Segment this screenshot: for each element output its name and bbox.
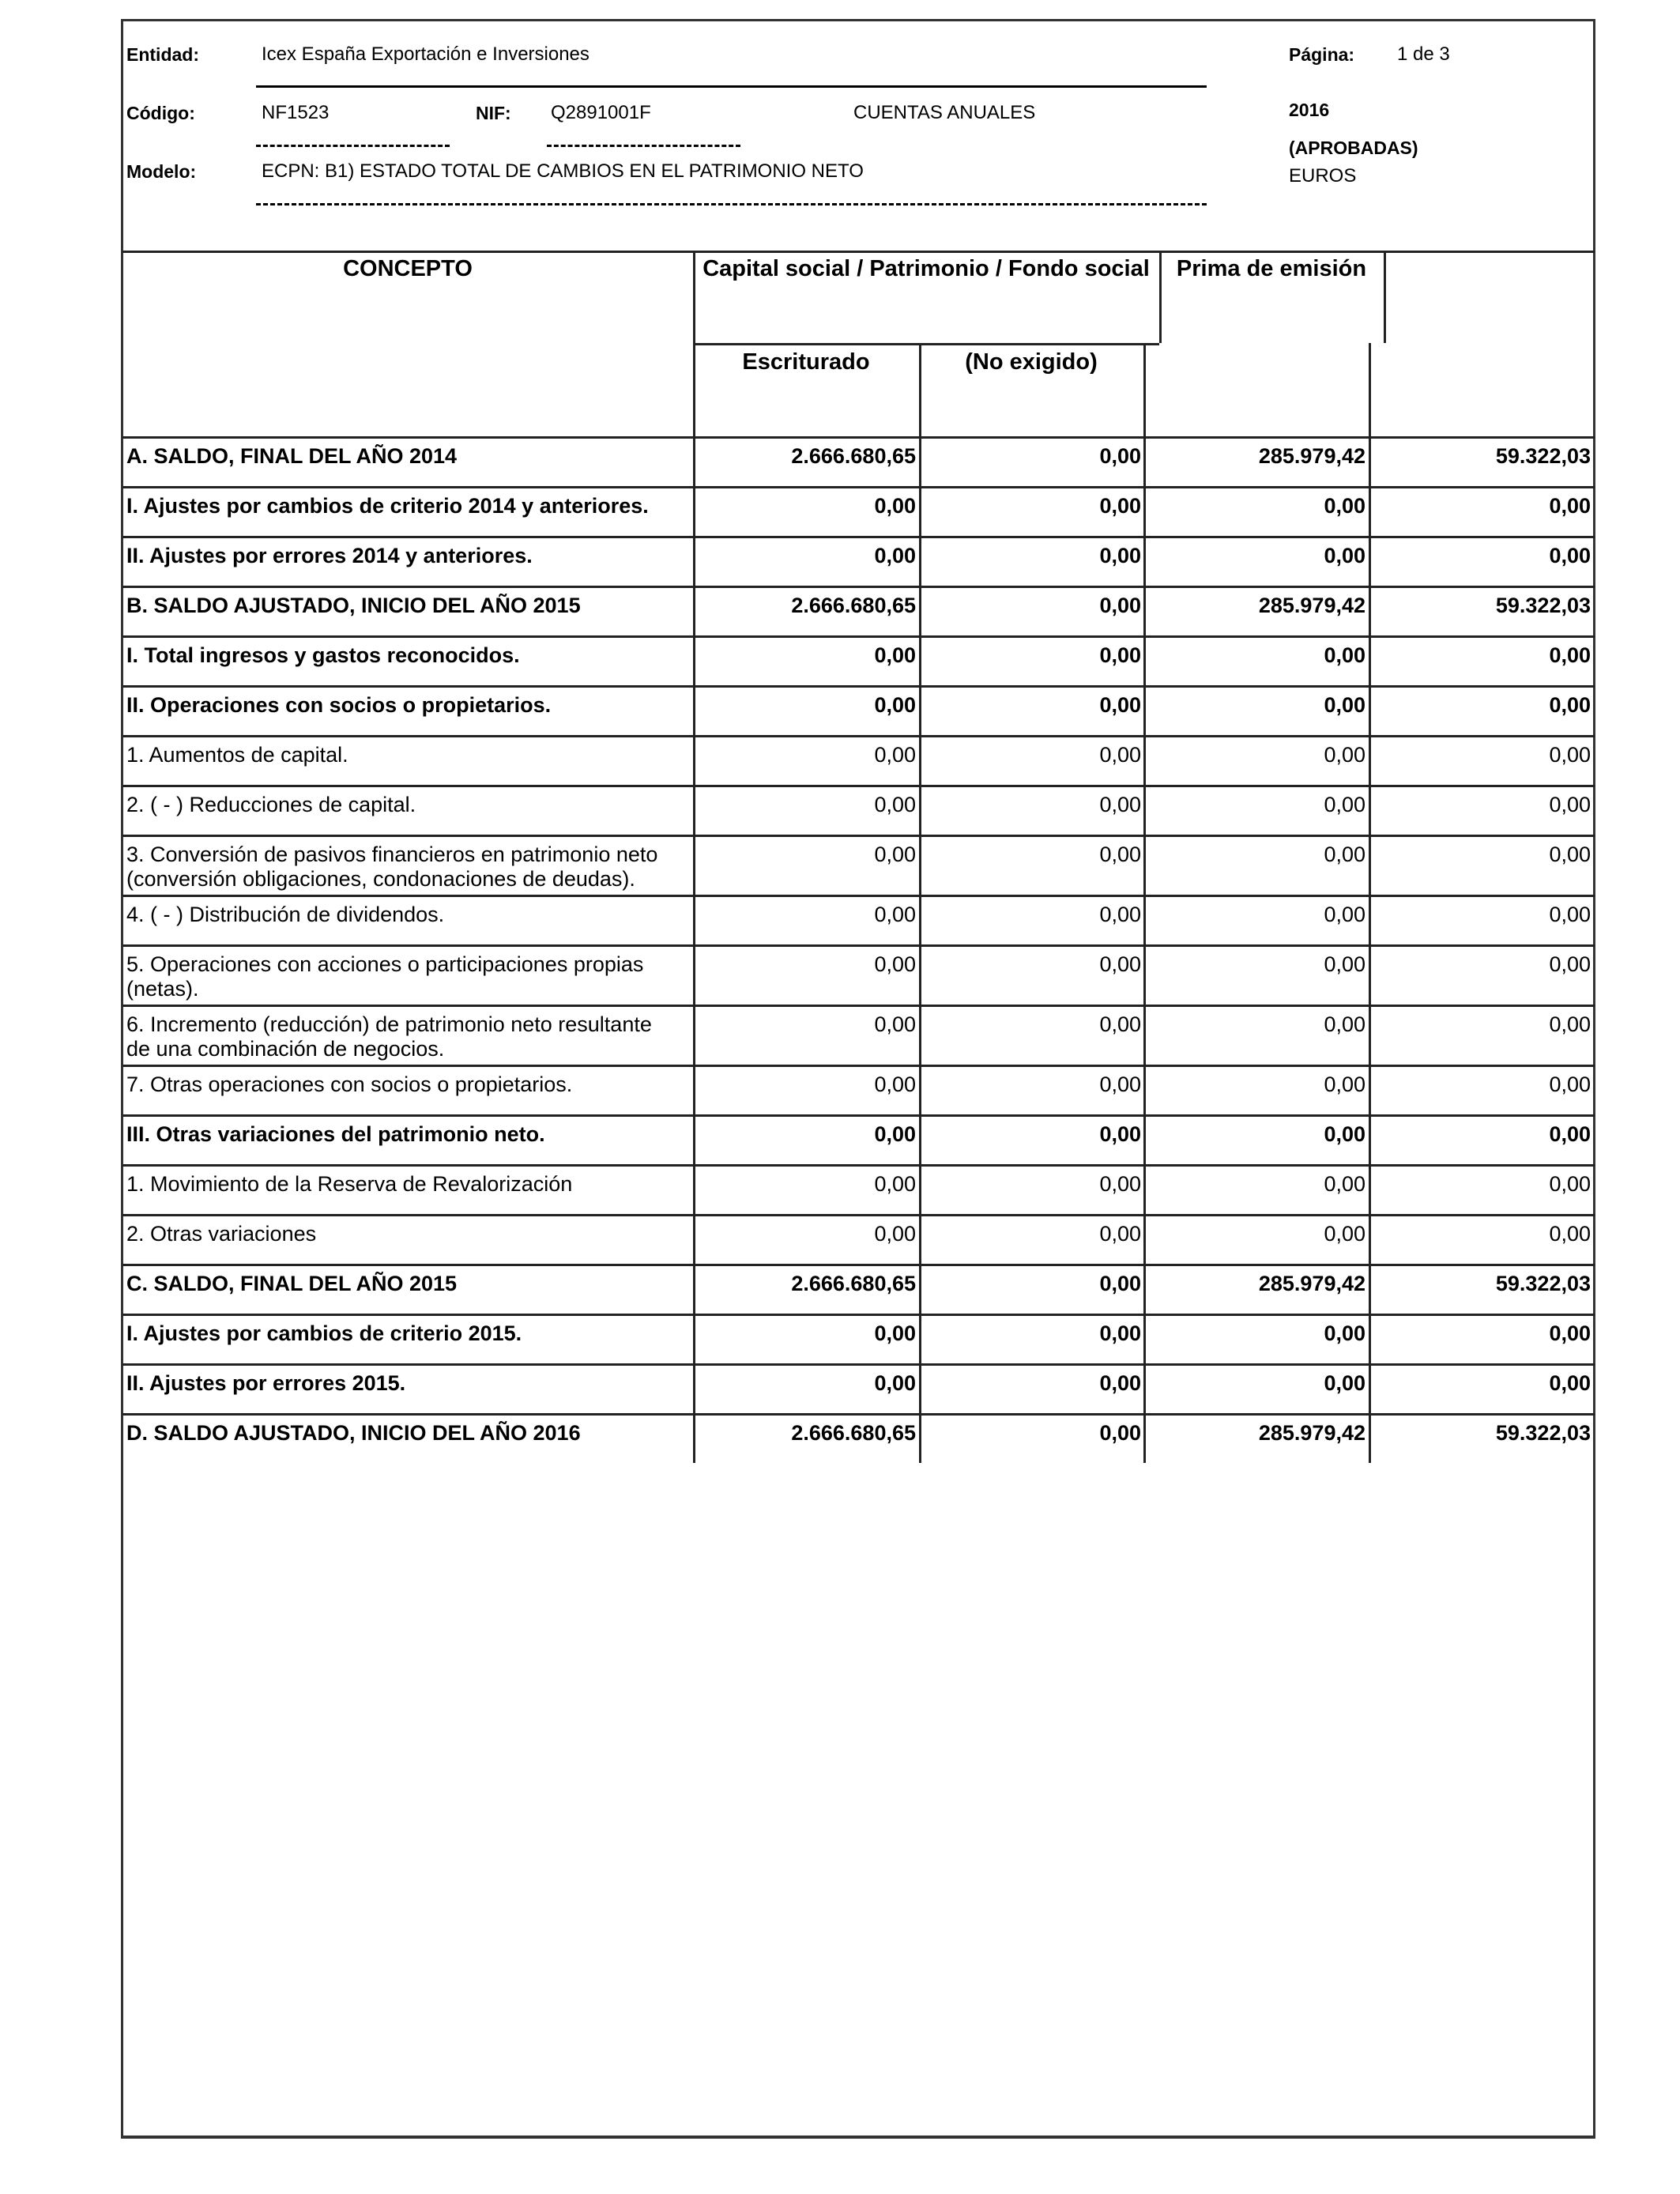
cell-divider <box>693 1065 695 1114</box>
cell-divider <box>1369 586 1371 635</box>
row-concept: 7. Otras operaciones con socios o propietarios. <box>126 1072 573 1096</box>
row-concept: III. Otras variaciones del patrimonio neto. <box>126 1122 545 1146</box>
cell-divider <box>693 635 695 685</box>
cell-divider <box>693 1264 695 1314</box>
cell-divider <box>919 895 921 944</box>
cell-divider <box>693 1214 695 1264</box>
cell-divider <box>919 486 921 536</box>
row-value-2: 0,00 <box>1099 1272 1141 1295</box>
currency-label: EUROS <box>1289 165 1357 187</box>
row-value-4: 0,00 <box>1549 743 1591 767</box>
row-value-4: 0,00 <box>1549 1012 1591 1036</box>
cell-divider <box>919 835 921 895</box>
cell-divider <box>1369 735 1371 785</box>
cell-divider <box>919 1114 921 1164</box>
row-value-3: 0,00 <box>1324 494 1365 518</box>
row-value-2: 0,00 <box>1099 494 1141 518</box>
cell-divider <box>1143 1114 1146 1164</box>
row-value-2: 0,00 <box>1099 793 1141 816</box>
row-value-2: 0,00 <box>1099 1172 1141 1196</box>
row-divider <box>122 1164 1595 1167</box>
row-value-2: 0,00 <box>1099 444 1141 468</box>
cell-divider <box>693 536 695 586</box>
row-value-1: 0,00 <box>874 1072 916 1096</box>
cell-divider <box>1369 1413 1371 1463</box>
row-concept: A. SALDO, FINAL DEL AÑO 2014 <box>126 444 458 468</box>
row-value-2: 0,00 <box>1099 1072 1141 1096</box>
cell-divider <box>1369 685 1371 735</box>
row-value-3: 0,00 <box>1324 1321 1365 1345</box>
cell-divider <box>1143 835 1146 895</box>
row-value-3: 0,00 <box>1324 903 1365 926</box>
row-value-4: 0,00 <box>1549 494 1591 518</box>
row-concept: II. Ajustes por errores 2015. <box>126 1371 406 1395</box>
cell-divider <box>1143 635 1146 685</box>
nif-value: Q2891001F <box>551 102 651 123</box>
row-value-2: 0,00 <box>1099 903 1141 926</box>
row-value-4: 0,00 <box>1549 1122 1591 1146</box>
cell-divider <box>693 785 695 835</box>
row-value-4: 0,00 <box>1549 793 1591 816</box>
row-value-1: 0,00 <box>874 1172 916 1196</box>
cell-divider <box>1369 1363 1371 1413</box>
cell-divider <box>1369 1065 1371 1114</box>
cell-divider <box>919 1164 921 1214</box>
row-value-1: 0,00 <box>874 544 916 567</box>
cuentas-anuales: CUENTAS ANUALES <box>853 102 1036 123</box>
entidad-value: Icex España Exportación e Inversiones <box>262 43 590 65</box>
row-value-4: 0,00 <box>1549 1321 1591 1345</box>
row-value-3: 0,00 <box>1324 1222 1365 1246</box>
row-value-2: 0,00 <box>1099 643 1141 667</box>
row-divider <box>122 486 1595 488</box>
cell-divider <box>1369 486 1371 536</box>
cell-divider <box>1369 785 1371 835</box>
row-value-3: 285.979,42 <box>1258 1421 1365 1445</box>
row-divider <box>122 1005 1595 1007</box>
row-value-3: 0,00 <box>1324 1012 1365 1036</box>
cell-divider <box>919 785 921 835</box>
row-value-3: 0,00 <box>1324 643 1365 667</box>
cell-divider <box>1143 536 1146 586</box>
row-value-1: 0,00 <box>874 643 916 667</box>
row-value-3: 0,00 <box>1324 793 1365 816</box>
row-concept: 6. Incremento (reducción) de patrimonio neto resultante de una combinación de negocios. <box>126 1012 652 1061</box>
row-value-2: 0,00 <box>1099 1321 1141 1345</box>
col-divider <box>1143 343 1146 436</box>
cell-divider <box>693 944 695 1005</box>
row-value-1: 0,00 <box>874 693 916 717</box>
row-value-1: 0,00 <box>874 494 916 518</box>
row-divider <box>122 436 1595 439</box>
cell-divider <box>1369 1114 1371 1164</box>
row-concept: 3. Conversión de pasivos financieros en patrimonio neto (conversión obligaciones, condonaciones de deudas). <box>126 843 658 891</box>
row-value-4: 59.322,03 <box>1495 444 1591 468</box>
row-divider <box>122 536 1595 538</box>
cell-divider <box>919 1214 921 1264</box>
row-divider <box>122 1264 1595 1266</box>
cell-divider <box>693 685 695 735</box>
entidad-label: Entidad: <box>126 44 199 65</box>
modelo-label: Modelo: <box>126 161 197 182</box>
pagina-label: Página: <box>1289 44 1355 65</box>
cell-divider <box>1369 1264 1371 1314</box>
codigo-value: NF1523 <box>262 102 330 123</box>
cell-divider <box>693 1363 695 1413</box>
cell-divider <box>1143 1413 1146 1463</box>
subheader-divider <box>693 343 1159 345</box>
cell-divider <box>693 1005 695 1065</box>
row-value-2: 0,00 <box>1099 1421 1141 1445</box>
cell-divider <box>919 1413 921 1463</box>
row-value-1: 2.666.680,65 <box>791 1421 916 1445</box>
row-value-2: 0,00 <box>1099 1371 1141 1395</box>
cell-divider <box>919 1264 921 1314</box>
row-value-4: 0,00 <box>1549 843 1591 866</box>
row-value-4: 59.322,03 <box>1495 594 1591 617</box>
cell-divider <box>1369 1005 1371 1065</box>
cell-divider <box>693 1164 695 1214</box>
header-prima-emision: Prima de emisión <box>1176 256 1367 281</box>
cell-divider <box>919 586 921 635</box>
cell-divider <box>1143 486 1146 536</box>
cell-divider <box>1143 1264 1146 1314</box>
cell-divider <box>1143 735 1146 785</box>
row-value-2: 0,00 <box>1099 1012 1141 1036</box>
row-value-3: 0,00 <box>1324 952 1365 976</box>
cell-divider <box>919 1363 921 1413</box>
row-value-1: 0,00 <box>874 1122 916 1146</box>
row-value-1: 0,00 <box>874 793 916 816</box>
row-value-4: 0,00 <box>1549 903 1591 926</box>
row-divider <box>122 835 1595 837</box>
cell-divider <box>1143 1065 1146 1114</box>
row-value-3: 285.979,42 <box>1258 594 1365 617</box>
row-value-1: 0,00 <box>874 1222 916 1246</box>
cell-divider <box>1369 536 1371 586</box>
row-value-4: 0,00 <box>1549 643 1591 667</box>
row-value-1: 2.666.680,65 <box>791 594 916 617</box>
row-value-4: 0,00 <box>1549 1371 1591 1395</box>
table-top-border <box>122 251 1595 253</box>
cell-divider <box>1369 1314 1371 1363</box>
row-divider <box>122 1314 1595 1316</box>
row-value-3: 0,00 <box>1324 544 1365 567</box>
row-divider <box>122 944 1595 947</box>
row-value-4: 59.322,03 <box>1495 1421 1591 1445</box>
row-value-4: 0,00 <box>1549 544 1591 567</box>
row-value-4: 59.322,03 <box>1495 1272 1591 1295</box>
row-concept: 4. ( - ) Distribución de dividendos. <box>126 903 445 926</box>
cell-divider <box>693 895 695 944</box>
report-year: 2016 <box>1289 100 1330 120</box>
row-value-1: 2.666.680,65 <box>791 1272 916 1295</box>
cell-divider <box>919 536 921 586</box>
row-value-2: 0,00 <box>1099 1122 1141 1146</box>
row-divider <box>122 1114 1595 1117</box>
row-value-1: 0,00 <box>874 903 916 926</box>
cell-divider <box>919 1005 921 1065</box>
row-value-1: 0,00 <box>874 843 916 866</box>
cell-divider <box>1143 944 1146 1005</box>
cell-divider <box>1369 436 1371 486</box>
cell-divider <box>1369 1164 1371 1214</box>
row-concept: 5. Operaciones con acciones o participaciones propias (netas). <box>126 952 644 1001</box>
row-concept: II. Operaciones con socios o propietarios. <box>126 693 552 717</box>
cell-divider <box>1143 586 1146 635</box>
cell-divider <box>693 486 695 536</box>
cell-divider <box>919 735 921 785</box>
row-value-4: 0,00 <box>1549 1222 1591 1246</box>
row-divider <box>122 1363 1595 1366</box>
row-value-3: 0,00 <box>1324 693 1365 717</box>
cell-divider <box>1369 895 1371 944</box>
row-value-1: 2.666.680,65 <box>791 444 916 468</box>
pagina-value: 1 de 3 <box>1397 43 1450 65</box>
row-divider <box>122 685 1595 688</box>
row-concept: B. SALDO AJUSTADO, INICIO DEL AÑO 2015 <box>126 594 581 617</box>
row-value-2: 0,00 <box>1099 843 1141 866</box>
row-value-2: 0,00 <box>1099 743 1141 767</box>
cell-divider <box>693 1314 695 1363</box>
header-no-exigido: (No exigido) <box>965 349 1098 375</box>
row-concept: I. Total ingresos y gastos reconocidos. <box>126 643 520 667</box>
row-divider <box>122 635 1595 638</box>
codigo-label: Código: <box>126 103 195 123</box>
cell-divider <box>693 1114 695 1164</box>
row-value-1: 0,00 <box>874 1371 916 1395</box>
row-value-4: 0,00 <box>1549 952 1591 976</box>
cell-divider <box>693 735 695 785</box>
row-concept: D. SALDO AJUSTADO, INICIO DEL AÑO 2016 <box>126 1421 581 1445</box>
header-escriturado: Escriturado <box>742 349 870 375</box>
nif-label: NIF: <box>476 103 511 123</box>
cell-divider <box>919 685 921 735</box>
row-concept: 1. Movimiento de la Reserva de Revalorización <box>126 1172 573 1196</box>
col-divider <box>1369 343 1371 436</box>
cell-divider <box>1143 895 1146 944</box>
row-divider <box>122 1214 1595 1216</box>
cell-divider <box>1143 785 1146 835</box>
row-value-2: 0,00 <box>1099 693 1141 717</box>
cell-divider <box>919 944 921 1005</box>
row-value-1: 0,00 <box>874 1321 916 1345</box>
aprobadas-label: (APROBADAS) <box>1289 138 1418 158</box>
row-value-3: 0,00 <box>1324 1122 1365 1146</box>
row-concept: I. Ajustes por cambios de criterio 2015. <box>126 1321 522 1345</box>
modelo-value: ECPN: B1) ESTADO TOTAL DE CAMBIOS EN EL PATRIMONIO NETO <box>262 160 864 182</box>
cell-divider <box>1143 436 1146 486</box>
row-concept: 2. Otras variaciones <box>126 1222 317 1246</box>
header-capital-social: Capital social / Patrimonio / Fondo social <box>703 256 1150 281</box>
row-divider <box>122 1065 1595 1067</box>
cell-divider <box>693 1413 695 1463</box>
cell-divider <box>919 635 921 685</box>
row-divider <box>122 895 1595 897</box>
cell-divider <box>693 586 695 635</box>
cell-divider <box>1369 835 1371 895</box>
cell-divider <box>919 1314 921 1363</box>
cell-divider <box>1143 1214 1146 1264</box>
row-concept: C. SALDO, FINAL DEL AÑO 2015 <box>126 1272 458 1295</box>
cell-divider <box>1143 1363 1146 1413</box>
header-concepto: CONCEPTO <box>343 256 473 281</box>
cell-divider <box>693 436 695 486</box>
row-value-3: 0,00 <box>1324 1172 1365 1196</box>
row-value-2: 0,00 <box>1099 594 1141 617</box>
row-value-3: 0,00 <box>1324 1371 1365 1395</box>
row-divider <box>122 586 1595 588</box>
cell-divider <box>1143 1005 1146 1065</box>
row-concept: 2. ( - ) Reducciones de capital. <box>126 793 416 816</box>
row-value-4: 0,00 <box>1549 1072 1591 1096</box>
cell-divider <box>919 436 921 486</box>
row-value-4: 0,00 <box>1549 1172 1591 1196</box>
row-value-3: 285.979,42 <box>1258 444 1365 468</box>
row-value-1: 0,00 <box>874 1012 916 1036</box>
cell-divider <box>1143 1314 1146 1363</box>
row-value-3: 285.979,42 <box>1258 1272 1365 1295</box>
row-value-2: 0,00 <box>1099 952 1141 976</box>
cell-divider <box>1143 685 1146 735</box>
row-value-1: 0,00 <box>874 952 916 976</box>
cell-divider <box>693 835 695 895</box>
row-value-2: 0,00 <box>1099 1222 1141 1246</box>
row-value-3: 0,00 <box>1324 1072 1365 1096</box>
row-divider <box>122 1413 1595 1416</box>
row-value-3: 0,00 <box>1324 843 1365 866</box>
cell-divider <box>1369 635 1371 685</box>
row-concept: 1. Aumentos de capital. <box>126 743 348 767</box>
cell-divider <box>919 1065 921 1114</box>
row-value-3: 0,00 <box>1324 743 1365 767</box>
row-concept: II. Ajustes por errores 2014 y anteriores. <box>126 544 533 567</box>
col-divider <box>1384 251 1386 343</box>
row-divider <box>122 785 1595 787</box>
row-concept: I. Ajustes por cambios de criterio 2014 y anteriores. <box>126 494 649 518</box>
row-value-2: 0,00 <box>1099 544 1141 567</box>
cell-divider <box>1143 1164 1146 1214</box>
cell-divider <box>1369 944 1371 1005</box>
cell-divider <box>1369 1214 1371 1264</box>
row-value-1: 0,00 <box>874 743 916 767</box>
row-value-4: 0,00 <box>1549 693 1591 717</box>
row-divider <box>122 735 1595 737</box>
